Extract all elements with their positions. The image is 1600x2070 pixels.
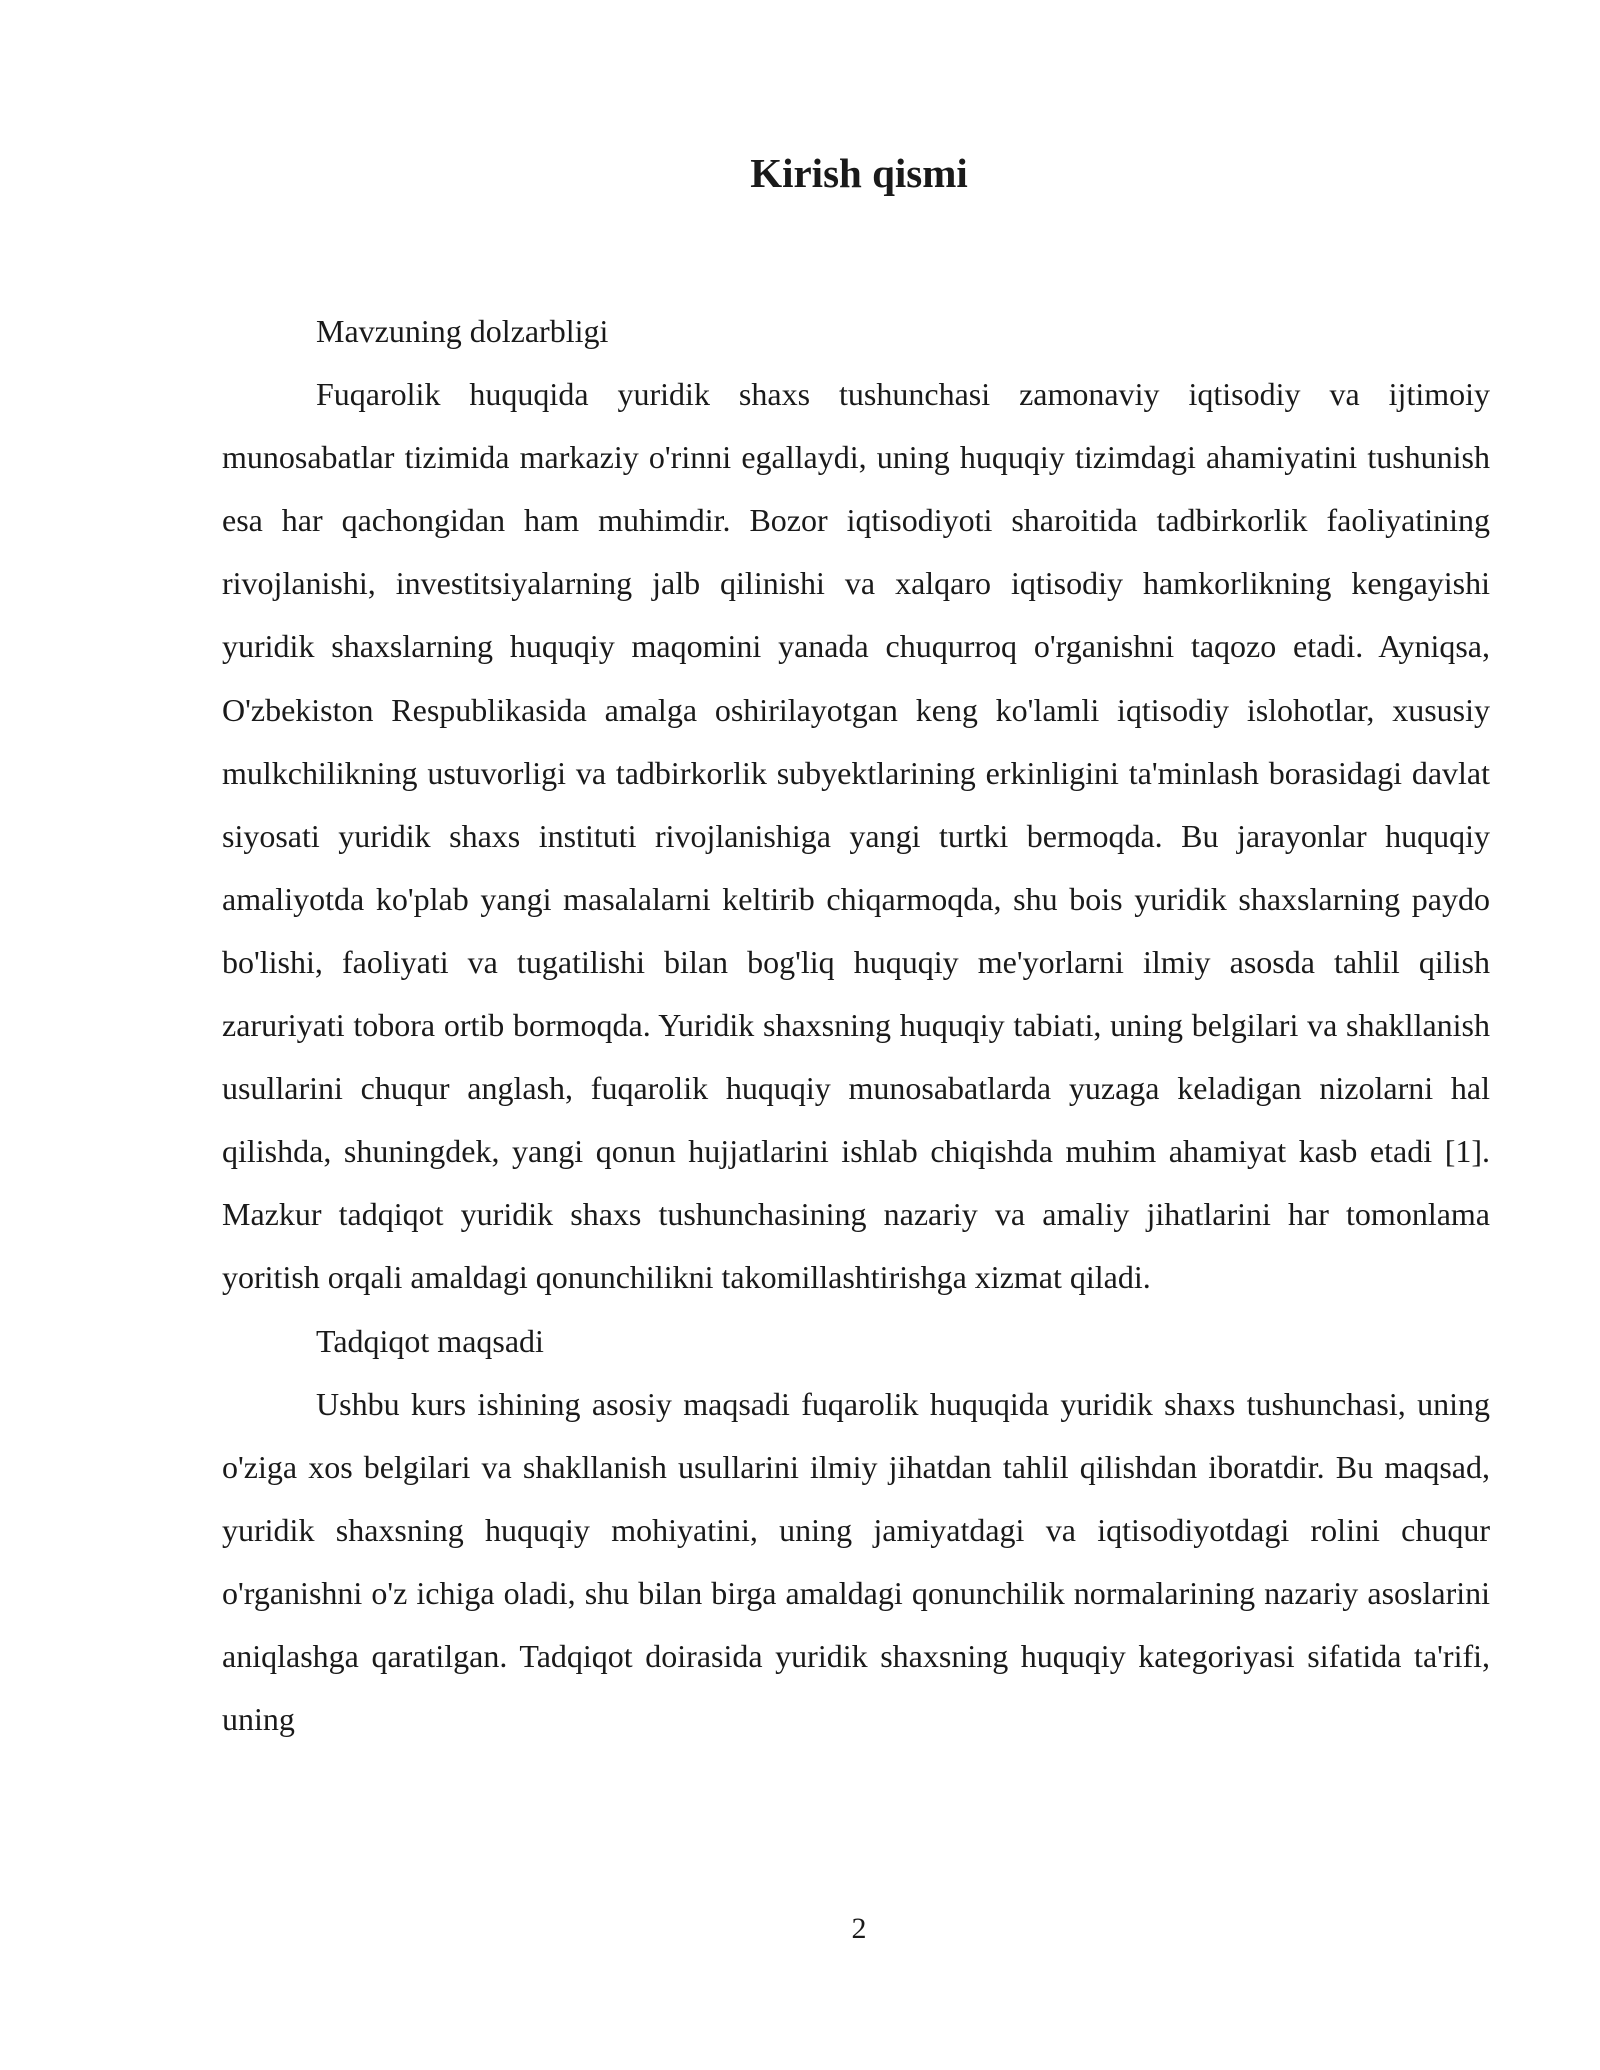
section-paragraph-relevance: Fuqarolik huquqida yuridik shaxs tushunchasi zamonaviy iqtisodiy va ijtimoiy munosabatlar tizimida markaziy o'rinni egallaydi, uning huquqiy tizimdagi ahamiyatini tushunish esa har qachongidan ham muhimdir. Bozor iqtisodiyoti sharoitida tadbirkorlik faoliyatining rivojlanishi, investitsiyalarning jalb qilinishi va xalqaro iqtisodiy hamkorlikning kengayishi yuridik shaxslarning huquqiy maqomini yanada chuqurroq o'rganishni taqozo etadi. Ayniqsa, O'zbekiston Respublikasida amalga oshirilayotgan keng ko'lamli iqtisodiy islohotlar, xususiy mulkchilikning ustuvorligi va tadbirkorlik subyektlarining erkinligini ta'minlash borasidagi davlat siyosati yuridik shaxs instituti rivojlanishiga yangi turtki bermoqda. Bu jarayonlar huquqiy amaliyotda ko'plab yangi masalalarni keltirib chiqarmoqda, shu bois yuridik shaxslarning paydo bo'lishi, faoliyati va tugatilishi bilan bog'liq huquqiy me'yorlarni ilmiy asosda tahlil qilish zaruriyati tobora ortib bormoqda. Yuridik shaxsning huquqiy tabiati, uning belgilari va shakllanish usullarini chuqur anglash, fuqarolik huquqiy munosabatlarda yuzaga keladigan nizolarni hal qilishda, shuningdek, yangi qonun hujjatlarini ishlab chiqishda muhim ahamiyat kasb etadi [1]. Mazkur tadqiqot yuridik shaxs tushunchasining nazariy va amaliy jihatlarini har tomonlama yoritish orqali amaldagi qonunchilikni takomillashtirishga xizmat qiladi. bbox=[222, 376, 1490, 1296]
page-title: Kirish qismi bbox=[750, 150, 968, 196]
section-paragraph-goal: Ushbu kurs ishining asosiy maqsadi fuqarolik huquqida yuridik shaxs tushunchasi, uning o'ziga xos belgilari va shakllanish usullarini ilmiy jihatdan tahlil qilishdan iboratdir. Bu maqsad, yuridik shaxsning huquqiy mohiyatini, uning jamiyatdagi va iqtisodiyotdagi rolini chuqur o'rganishni o'z ichiga oladi, shu bilan birga amaldagi qonunchilik normalarining nazariy asoslarini aniqlashga qaratilgan. Tadqiqot doirasida yuridik shaxsning huquqiy kategoriyasi sifatida ta'rifi, uning bbox=[222, 1385, 1490, 1738]
section-heading-goal: Tadqiqot maqsadi bbox=[316, 1322, 544, 1359]
page-number: 2 bbox=[851, 1912, 867, 1945]
document-body bbox=[222, 300, 1490, 1751]
section-heading-relevance: Mavzuning dolzarbligi bbox=[316, 313, 609, 349]
